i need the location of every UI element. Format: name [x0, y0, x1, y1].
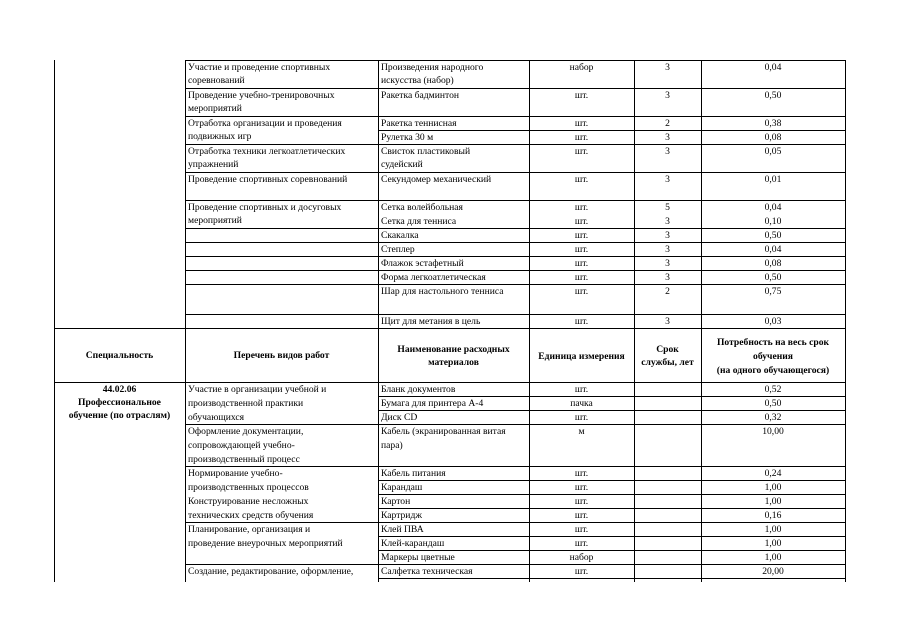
work-cell: мероприятий: [188, 215, 242, 226]
years-cell: 3: [665, 258, 670, 269]
column-border: [378, 60, 379, 582]
material-cell: искусства (набор): [381, 75, 454, 86]
unit-cell: набор: [569, 62, 594, 73]
need-cell: 1,00: [764, 482, 782, 493]
unit-cell: шт.: [574, 216, 589, 227]
material-cell: Степлер: [381, 244, 415, 255]
work-cell: Проведение учебно-тренировочных: [188, 90, 335, 101]
material-cell: Карандаш: [381, 482, 423, 493]
material-cell: Маркеры цветные: [381, 552, 455, 563]
material-cell: Сетка для тенниса: [381, 216, 457, 227]
work-cell: производственной практики: [188, 398, 304, 409]
header-specialty: Специальность: [85, 350, 154, 361]
work-cell: Участие в организации учебной и: [188, 384, 327, 395]
material-cell: Флажок эстафетный: [381, 258, 464, 269]
unit-cell: шт.: [574, 202, 589, 213]
years-cell: 3: [665, 316, 670, 327]
material-cell: Бланк документов: [381, 384, 456, 395]
unit-cell: шт.: [574, 258, 589, 269]
unit-cell: шт.: [574, 566, 589, 577]
header-need: (на одного обучающегося): [716, 365, 830, 376]
years-cell: 3: [665, 272, 670, 283]
need-cell: 0,08: [764, 132, 782, 143]
material-cell: Бумага для принтера А-4: [381, 398, 484, 409]
work-cell: Планирование, организация и: [188, 524, 311, 535]
material-cell: Диск CD: [381, 412, 418, 423]
need-cell: 0,52: [764, 384, 782, 395]
need-cell: 1,00: [764, 538, 782, 549]
unit-cell: шт.: [574, 510, 589, 521]
years-cell: 3: [665, 244, 670, 255]
material-cell: Произведения народного: [381, 62, 484, 73]
work-cell: Конструирование несложных: [188, 496, 309, 507]
unit-cell: шт.: [574, 244, 589, 255]
material-cell: Секундомер механический: [381, 174, 492, 185]
unit-cell: шт.: [574, 482, 589, 493]
material-cell: Форма легкоатлетическая: [381, 272, 486, 283]
work-cell: производственный процесс: [188, 454, 300, 465]
need-cell: 20,00: [762, 566, 784, 577]
need-cell: 0,24: [764, 468, 782, 479]
need-cell: 0,50: [764, 398, 782, 409]
unit-cell: шт.: [574, 524, 589, 535]
work-cell: сопровождающей учебно-: [188, 440, 295, 451]
specialty-name: 44.02.06: [102, 384, 137, 395]
specialty-name: обучение (по отраслям): [68, 410, 171, 421]
work-cell: Проведение спортивных соревнований: [188, 174, 348, 185]
work-cell: производственных процессов: [188, 482, 309, 493]
need-cell: 0,75: [764, 286, 782, 297]
material-cell: Салфетка техническая: [381, 566, 473, 577]
years-cell: 3: [665, 216, 670, 227]
need-cell: 0,32: [764, 412, 782, 423]
material-cell: Скакалка: [381, 230, 419, 241]
years-cell: 5: [665, 202, 670, 213]
unit-cell: шт.: [574, 132, 589, 143]
need-cell: 0,50: [764, 272, 782, 283]
years-cell: 3: [665, 146, 670, 157]
column-border: [185, 60, 186, 582]
work-cell: подвижных игр: [188, 131, 252, 142]
unit-cell: шт.: [574, 316, 589, 327]
row-border: [378, 578, 845, 579]
work-cell: Отработка техники легкоатлетических: [188, 146, 346, 157]
work-cell: технических средств обучения: [188, 510, 314, 521]
need-cell: 0,04: [764, 202, 782, 213]
unit-cell: шт.: [574, 146, 589, 157]
specialty-name: Профессиональное: [78, 397, 161, 408]
work-cell: Нормирование учебно-: [188, 468, 283, 479]
years-cell: 2: [665, 286, 670, 297]
table-right-border: [845, 60, 846, 582]
unit-cell: пачка: [570, 398, 593, 409]
years-cell: 3: [665, 132, 670, 143]
years-cell: 3: [665, 90, 670, 101]
material-cell: пара): [381, 440, 403, 451]
material-cell: Картридж: [381, 510, 422, 521]
need-cell: 0,10: [764, 216, 782, 227]
unit-cell: шт.: [574, 538, 589, 549]
work-cell: Участие и проведение спортивных: [188, 62, 331, 73]
need-cell: 1,00: [764, 524, 782, 535]
unit-cell: шт.: [574, 118, 589, 129]
unit-cell: шт.: [574, 384, 589, 395]
header-need: Потребность на весь срок: [716, 337, 830, 348]
header-top-border: [54, 328, 845, 329]
need-cell: 1,00: [764, 552, 782, 563]
header-years: службы, лет: [641, 357, 694, 368]
work-cell: Оформление документации,: [188, 426, 304, 437]
years-cell: 2: [665, 118, 670, 129]
header-need: обучения: [753, 351, 793, 362]
header-material: материалов: [428, 357, 479, 368]
work-cell: соревнований: [188, 75, 245, 86]
need-cell: 0,04: [764, 62, 782, 73]
material-cell: Кабель (экранированная витая: [381, 426, 506, 437]
need-cell: 0,38: [764, 118, 782, 129]
material-cell: Свисток пластиковый: [381, 146, 471, 157]
unit-cell: м: [578, 426, 585, 437]
unit-cell: шт.: [574, 174, 589, 185]
material-cell: Клей ПВА: [381, 524, 424, 535]
header-works: Перечень видов работ: [233, 350, 330, 361]
unit-cell: шт.: [574, 90, 589, 101]
table-left-border: [54, 60, 55, 582]
need-cell: 0,50: [764, 230, 782, 241]
header-material: Наименование расходных: [397, 344, 510, 355]
years-cell: 3: [665, 174, 670, 185]
unit-cell: шт.: [574, 230, 589, 241]
header-unit: Единица измерения: [538, 351, 625, 362]
material-cell: судейский: [381, 159, 423, 170]
material-cell: Щит для метания в цель: [381, 316, 481, 327]
need-cell: 0,01: [764, 174, 782, 185]
need-cell: 10,00: [762, 426, 784, 437]
material-cell: Картон: [381, 496, 411, 507]
work-cell: Проведение спортивных и досуговых: [188, 202, 342, 213]
work-cell: обучающихся: [188, 412, 245, 423]
years-cell: 3: [665, 62, 670, 73]
work-cell: проведение внеурочных мероприятий: [188, 538, 343, 549]
unit-cell: шт.: [574, 468, 589, 479]
material-cell: Клей-карандаш: [381, 538, 445, 549]
material-cell: Сетка волейбольная: [381, 202, 463, 213]
need-cell: 0,50: [764, 90, 782, 101]
work-cell: упражнений: [188, 159, 239, 170]
unit-cell: набор: [569, 552, 594, 563]
need-cell: 0,08: [764, 258, 782, 269]
work-cell: Создание, редактирование, оформление,: [188, 566, 354, 577]
material-cell: Кабель питания: [381, 468, 446, 479]
unit-cell: шт.: [574, 496, 589, 507]
unit-cell: шт.: [574, 412, 589, 423]
need-cell: 1,00: [764, 496, 782, 507]
need-cell: 0,05: [764, 146, 782, 157]
need-cell: 0,03: [764, 316, 782, 327]
years-cell: 3: [665, 230, 670, 241]
material-cell: Ракетка бадминтон: [381, 90, 459, 101]
material-cell: Шар для настольного тенниса: [381, 286, 504, 297]
header-years: Срок: [656, 344, 679, 355]
need-cell: 0,16: [764, 510, 782, 521]
material-cell: Рулетка 30 м: [381, 132, 434, 143]
material-cell: Ракетка теннисная: [381, 118, 457, 129]
work-cell: Отработка организации и проведения: [188, 118, 342, 129]
unit-cell: шт.: [574, 286, 589, 297]
work-cell: мероприятий: [188, 103, 242, 114]
need-cell: 0,04: [764, 244, 782, 255]
unit-cell: шт.: [574, 272, 589, 283]
